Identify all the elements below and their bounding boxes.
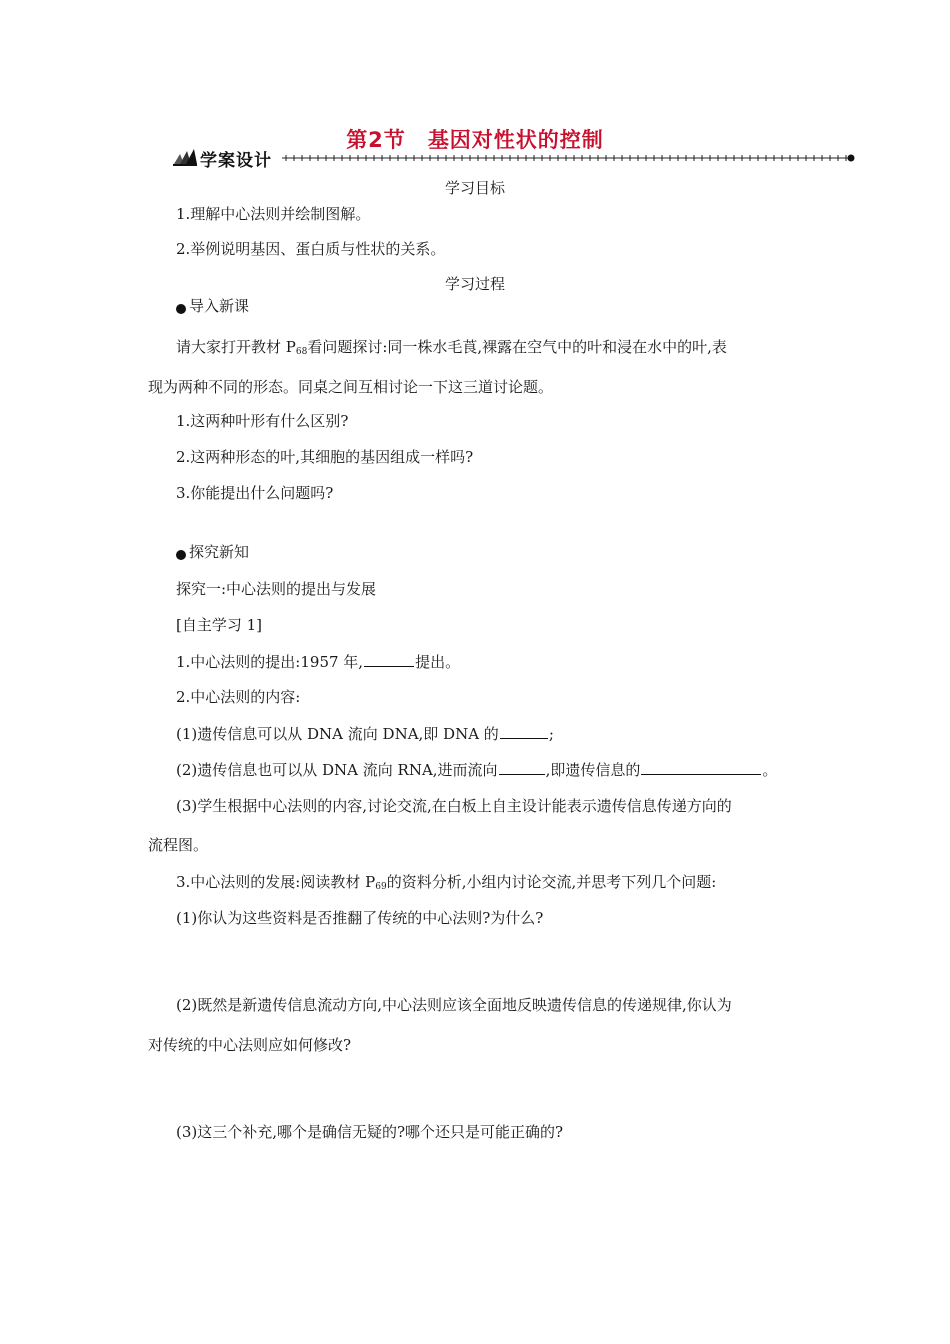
self-study-label: [自主学习 1] [176,616,263,634]
bullet-icon [176,304,186,314]
process-heading: 学习过程 [444,275,505,293]
explore-heading: 探究新知 [176,542,249,562]
explore-subheading: 探究一:中心法则的提出与发展 [176,580,377,598]
objective-item: 2.举例说明基因、蛋白质与性状的关系。 [176,240,446,258]
intro-question: 3.你能提出什么问题吗? [176,484,334,502]
item-2-1: (1)遗传信息可以从 DNA 流向 DNA,即 DNA 的 ; [176,725,554,743]
dotted-rule [282,154,856,164]
objective-item: 1.理解中心法则并绘制图解。 [176,205,371,223]
answer-blank[interactable] [364,651,414,667]
banner-label: 学案设计 [200,151,272,171]
item-3-q2: (2)既然是新遗传信息流动方向,中心法则应该全面地反映遗传信息的传递规律,你认为 [176,996,732,1014]
answer-blank[interactable] [500,723,548,739]
item-3-q2-cont: 对传统的中心法则应如何修改? [148,1036,352,1054]
intro-question: 1.这两种叶形有什么区别? [176,412,349,430]
intro-question: 2.这两种形态的叶,其细胞的基因组成一样吗? [176,448,474,466]
item-3: 3.中心法则的发展:阅读教材 $P_{69}$的资料分析,小组内讨论交流,并思考下列几个问题: [176,873,717,892]
answer-blank[interactable] [499,759,545,775]
item-2-3-cont: 流程图。 [148,836,209,854]
item-2: 2.中心法则的内容: [176,688,301,706]
intro-paragraph: 请大家打开教材 $P_{68}$看问题探讨:同一株水毛莨,裸露在空气中的叶和浸在水中的叶,表 [176,338,727,357]
item-1: 1.中心法则的提出:1957 年, 提出。 [176,653,461,671]
section-title: 基因对性状的控制 [427,128,604,152]
intro-heading: 导入新课 [176,296,249,316]
answer-blank[interactable] [641,759,761,775]
item-3-q1: (1)你认为这些资料是否推翻了传统的中心法则?为什么? [176,909,544,927]
item-3-q3: (3)这三个补充,哪个是确信无疑的?哪个还只是可能正确的? [176,1123,564,1141]
item-2-3: (3)学生根据中心法则的内容,讨论交流,在白板上自主设计能表示遗传信息传递方向的 [176,797,732,815]
objectives-heading: 学习目标 [444,179,505,197]
intro-paragraph-cont: 现为两种不同的形态。同桌之间互相讨论一下这三道讨论题。 [148,378,554,396]
bullet-icon [176,550,186,560]
section-number: 第2节 [346,128,406,152]
pencil-icon [172,148,198,166]
item-2-2: (2)遗传信息也可以从 DNA 流向 RNA,进而流向 ,即遗传信息的 。 [176,761,778,779]
study-plan-banner [172,146,856,170]
